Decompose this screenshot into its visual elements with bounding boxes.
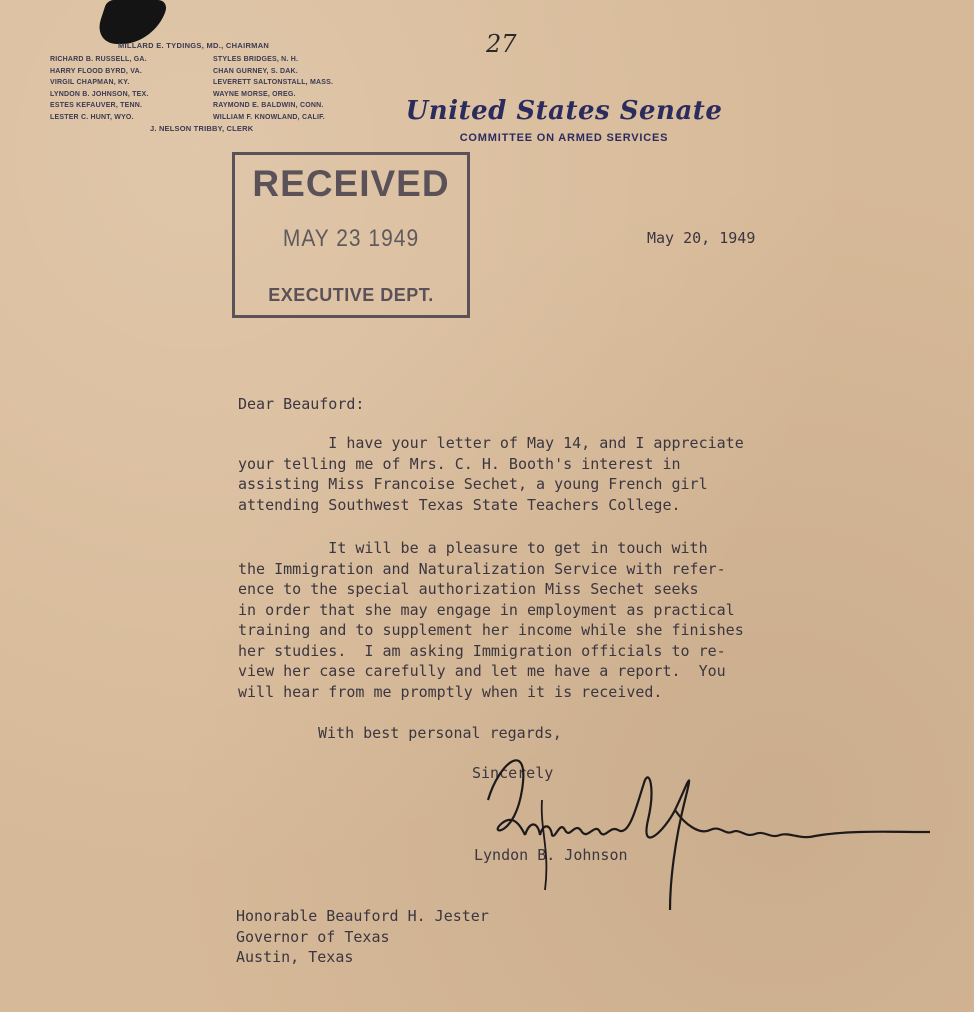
committee-members: [50, 55, 390, 123]
member: ESTES KEFAUVER, TENN.: [50, 102, 143, 109]
body-paragraph-2: It will be a pleasure to get in touch with the Immigration and Naturalization Service with refer- ence to the special authorization Miss Sechet seeks in order that she may engage in employment as practical training and to supplement her income while she finishes her studies. I am asking Immigration officials to re- view her case carefully and let me have a report. You will hear from me promptly when it is received.: [238, 539, 744, 701]
ink-blot: [93, 0, 169, 44]
clerk-line: J. NELSON TRIBBY, CLERK: [150, 124, 254, 133]
stamp-dept: EXECUTIVE DEPT.: [268, 285, 434, 305]
senate-heading: United States Senate: [405, 96, 723, 126]
member: LESTER C. HUNT, WYO.: [50, 113, 134, 121]
handwritten-signature: [470, 740, 940, 920]
letter-date: May 20, 1949: [647, 229, 756, 247]
body-paragraph-1: I have your letter of May 14, and I appreciate your telling me of Mrs. C. H. Booth's interest in assisting Miss Francoise Sechet, a young French girl attending Southwest Texas State Teachers College.: [238, 434, 744, 514]
sincerely: Sincerely: [472, 764, 554, 782]
member: CHAN GURNEY, S. DAK.: [213, 67, 298, 75]
stamp-date: MAY 23 1949: [282, 225, 420, 252]
member: RAYMOND E. BALDWIN, CONN.: [213, 102, 324, 109]
committee-heading: COMMITTEE ON ARMED SERVICES: [459, 132, 669, 144]
member: HARRY FLOOD BYRD, VA.: [50, 67, 142, 75]
member: VIRGIL CHAPMAN, KY.: [50, 79, 130, 86]
page-number: 27: [486, 30, 517, 58]
member: WAYNE MORSE, OREG.: [213, 90, 296, 98]
chairman-line: MILLARD E. TYDINGS, MD., CHAIRMAN: [118, 41, 270, 50]
salutation: Dear Beauford:: [238, 395, 365, 413]
received-stamp: [232, 152, 470, 318]
closing: With best personal regards,: [318, 724, 562, 742]
member: RICHARD B. RUSSELL, GA.: [50, 56, 147, 63]
member: LEVERETT SALTONSTALL, MASS.: [213, 79, 334, 86]
member: STYLES BRIDGES, N. H.: [213, 56, 299, 63]
member: WILLIAM F. KNOWLAND, CALIF.: [213, 113, 325, 121]
recipient-address: Honorable Beauford H. Jester Governor of Texas Austin, Texas: [236, 907, 489, 966]
stamp-title: RECEIVED: [252, 163, 450, 204]
member: LYNDON B. JOHNSON, TEX.: [50, 90, 149, 98]
typed-signature-name: Lyndon B. Johnson: [474, 846, 628, 864]
